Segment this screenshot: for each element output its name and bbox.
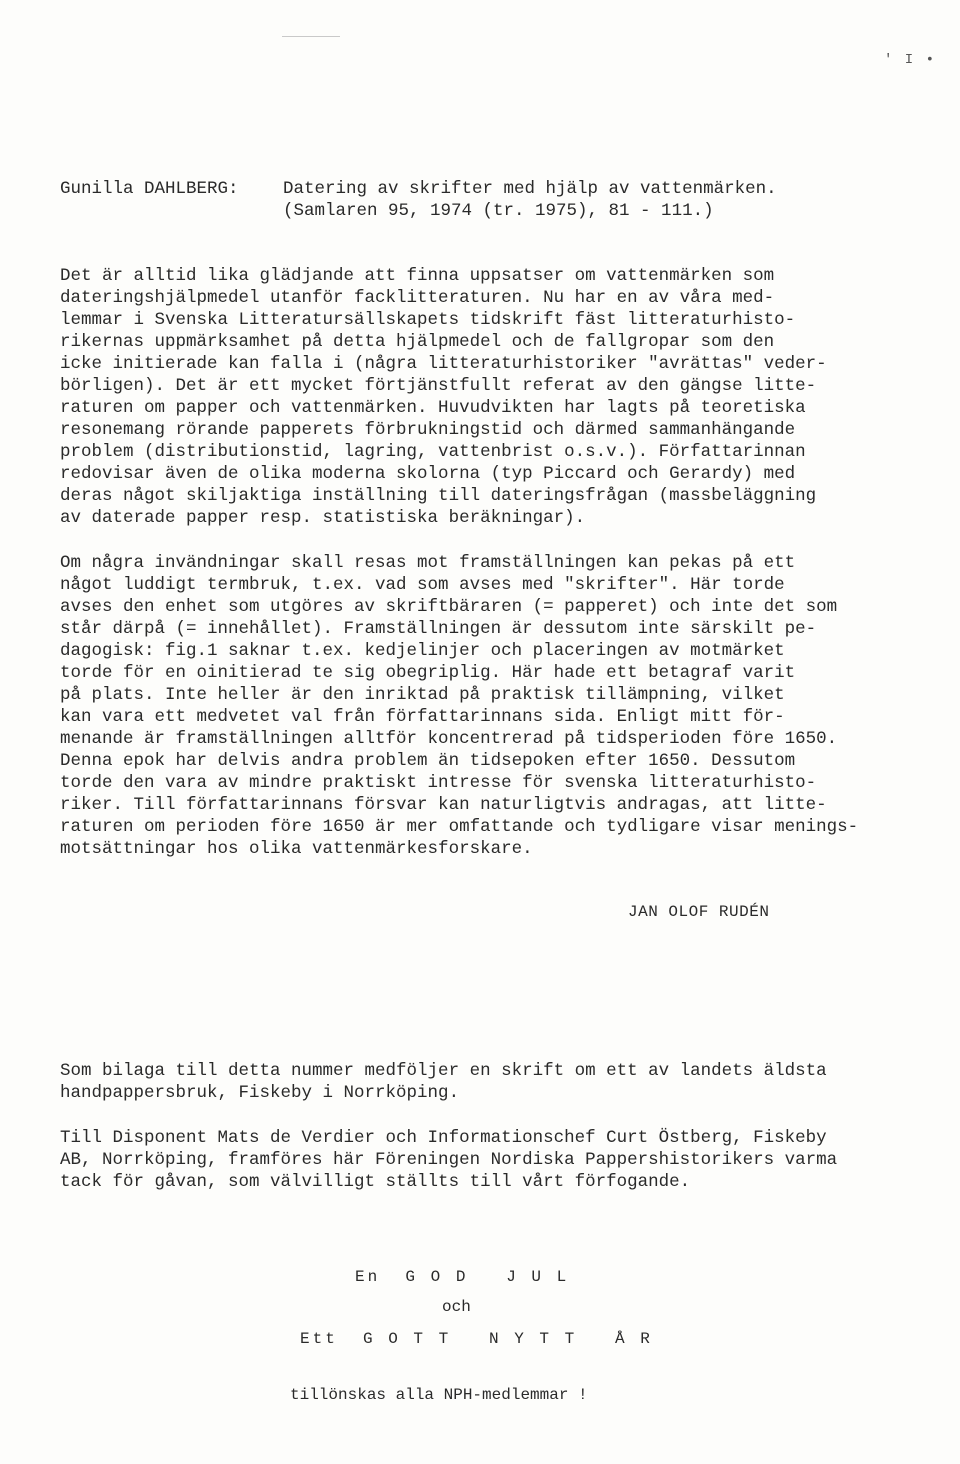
greeting-line-3: Ett G O T T N Y T T Å R	[300, 1330, 653, 1348]
text-line: tack för gåvan, som välvilligt ställts till vårt förfogande.	[60, 1172, 691, 1192]
text-line: torde den vara av mindre praktiskt intresse för svenska litteraturhisto-	[60, 773, 817, 793]
text-line: lemmar i Svenska Litteratursällskapets tidskrift fäst litteraturhisto-	[60, 310, 796, 330]
greeting-line-2: och	[442, 1298, 471, 1316]
review-paragraph-2	[60, 552, 858, 860]
greeting-line-1: En G O D J U L	[355, 1268, 570, 1286]
text-line: raturen om perioden före 1650 är mer omfattande och tydligare visar menings-	[60, 817, 859, 837]
text-line: AB, Norrköping, framföres här Föreningen Nordiska Pappershistorikers varma	[60, 1150, 838, 1170]
text-line: deras något skiljaktiga inställning till dateringsfrågan (massbeläggning	[60, 486, 817, 506]
reviewer-signature: JAN OLOF RUDÉN	[628, 903, 770, 921]
text-line: dagogisk: fig.1 saknar t.ex. kedjelinjer och placeringen av motmärket	[60, 641, 785, 661]
text-line: torde för en oinitierad te sig obegriplig. Här hade ett betagraf varit	[60, 663, 796, 683]
text-line: Det är alltid lika glädjande att finna uppsatser om vattenmärken som	[60, 266, 775, 286]
text-line: rikernas uppmärksamhet på detta hjälpmedel och de fallgropar som den	[60, 332, 775, 352]
scan-mark	[282, 36, 340, 37]
supplement-note	[60, 1060, 827, 1104]
text-line: raturen om papper och vattenmärken. Huvudvikten har lagts på teoretiska	[60, 398, 806, 418]
acknowledgement	[60, 1127, 837, 1193]
text-line: något luddigt termbruk, t.ex. vad som avses med "skrifter". Här torde	[60, 575, 785, 595]
review-paragraph-1	[60, 265, 827, 529]
text-line: står därpå (= innehållet). Framställningen är dessutom inte särskilt pe-	[60, 619, 817, 639]
page-corner-mark: ' I •	[884, 52, 937, 68]
text-line: på plats. Inte heller är den inriktad på praktisk tillämpning, vilket	[60, 685, 785, 705]
text-line: kan vara ett medvetet val från författarinnans sida. Enligt mitt för-	[60, 707, 785, 727]
reference-title: Datering av skrifter med hjälp av vattenmärken.	[283, 179, 777, 199]
text-line: redovisar även de olika moderna skolorna (typ Piccard och Gerardy) med	[60, 464, 796, 484]
text-line: handpappersbruk, Fiskeby i Norrköping.	[60, 1083, 460, 1103]
text-line: Denna epok har delvis andra problem än tidsepoken efter 1650. Dessutom	[60, 751, 796, 771]
reference-author: Gunilla DAHLBERG:	[60, 179, 239, 199]
text-line: av daterade papper resp. statistiska beräkningar).	[60, 508, 586, 528]
text-line: dateringshjälpmedel utanför facklitteraturen. Nu har en av våra med-	[60, 288, 775, 308]
text-line: icke initierade kan falla i (några litteraturhistoriker "avrättas" veder-	[60, 354, 827, 374]
text-line: Om några invändningar skall resas mot framställningen kan pekas på ett	[60, 553, 796, 573]
text-line: Som bilaga till detta nummer medföljer en skrift om ett av landets äldsta	[60, 1061, 827, 1081]
text-line: riker. Till författarinnans försvar kan naturligtvis andragas, att litte-	[60, 795, 827, 815]
text-line: avses den enhet som utgöres av skriftbäraren (= papperet) och inte det som	[60, 597, 838, 617]
text-line: menande är framställningen alltför koncentrerad på tidsperioden före 1650.	[60, 729, 838, 749]
text-line: börligen). Det är ett mycket förtjänstfullt referat av den gängse litte-	[60, 376, 817, 396]
text-line: motsättningar hos olika vattenmärkesforskare.	[60, 839, 533, 859]
text-line: Till Disponent Mats de Verdier och Informationschef Curt Östberg, Fiskeby	[60, 1128, 827, 1148]
greeting-line-4: tillönskas alla NPH-medlemmar !	[290, 1386, 588, 1404]
text-line: problem (distributionstid, lagring, vattenbrist o.s.v.). Författarinnan	[60, 442, 806, 462]
text-line: resonemang rörande papperets förbrukningstid och därmed sammanhängande	[60, 420, 796, 440]
reference-source: (Samlaren 95, 1974 (tr. 1975), 81 - 111.)	[283, 201, 714, 221]
